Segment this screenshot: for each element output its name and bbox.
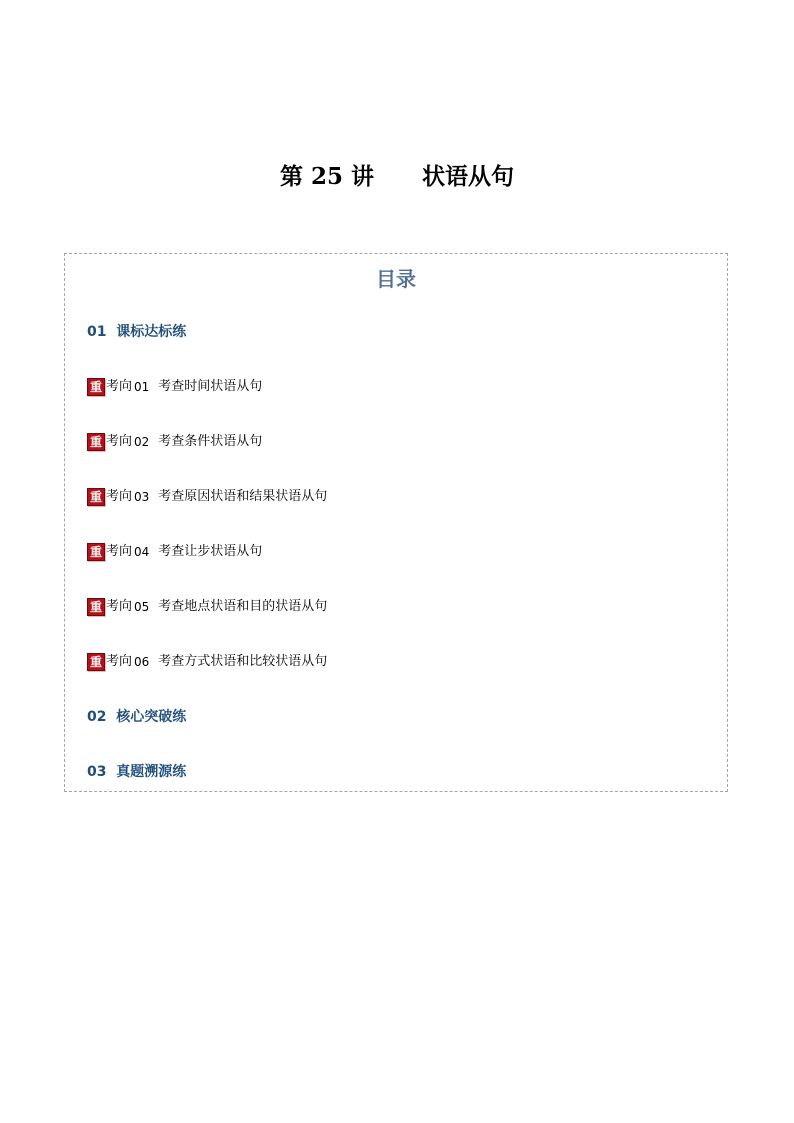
toc-item-03[interactable] [87, 487, 327, 507]
item-number: 06 [134, 655, 150, 669]
toc-item-06[interactable] [87, 652, 327, 672]
section-label: 核心突破练 [116, 709, 187, 725]
page-title [0, 160, 794, 194]
section-number: 01 [87, 324, 107, 340]
item-number: 02 [134, 435, 150, 449]
title-prefix: 第 [279, 163, 303, 190]
item-prefix: 考向 [106, 599, 133, 614]
item-number: 01 [134, 380, 150, 394]
section-number: 03 [87, 764, 107, 780]
key-point-icon: 重 [87, 598, 105, 616]
key-point-icon: 重 [87, 653, 105, 671]
toc-section-01[interactable] [87, 322, 186, 342]
item-number: 05 [134, 600, 150, 614]
item-text: 考查条件状语从句 [158, 434, 263, 449]
item-text: 考查原因状语和结果状语从句 [158, 489, 328, 504]
toc-section-03[interactable] [87, 762, 186, 782]
item-text: 考查方式状语和比较状语从句 [158, 654, 328, 669]
item-text: 考查时间状语从句 [158, 379, 263, 394]
section-label: 课标达标练 [116, 324, 187, 340]
toc-heading: 目录 [376, 267, 416, 291]
item-text: 考查地点状语和目的状语从句 [158, 599, 328, 614]
lecture-number: 25 [310, 163, 343, 190]
item-number: 03 [134, 490, 150, 504]
section-label: 真题溯源练 [116, 764, 187, 780]
toc-item-04[interactable] [87, 542, 262, 562]
lecture-topic: 状语从句 [422, 163, 515, 190]
item-text: 考查让步状语从句 [158, 544, 263, 559]
key-point-icon: 重 [87, 488, 105, 506]
item-prefix: 考向 [106, 544, 133, 559]
item-prefix: 考向 [106, 379, 133, 394]
key-point-icon: 重 [87, 543, 105, 561]
title-suffix: 讲 [351, 163, 374, 190]
key-point-icon: 重 [87, 433, 105, 451]
section-number: 02 [87, 709, 107, 725]
key-point-icon: 重 [87, 378, 105, 396]
item-number: 04 [134, 545, 150, 559]
toc-section-02[interactable] [87, 707, 186, 727]
item-prefix: 考向 [106, 489, 133, 504]
table-of-contents [64, 253, 728, 792]
toc-item-01[interactable] [87, 377, 262, 397]
toc-item-05[interactable] [87, 597, 327, 617]
item-prefix: 考向 [106, 654, 133, 669]
item-prefix: 考向 [106, 434, 133, 449]
toc-item-02[interactable] [87, 432, 262, 452]
